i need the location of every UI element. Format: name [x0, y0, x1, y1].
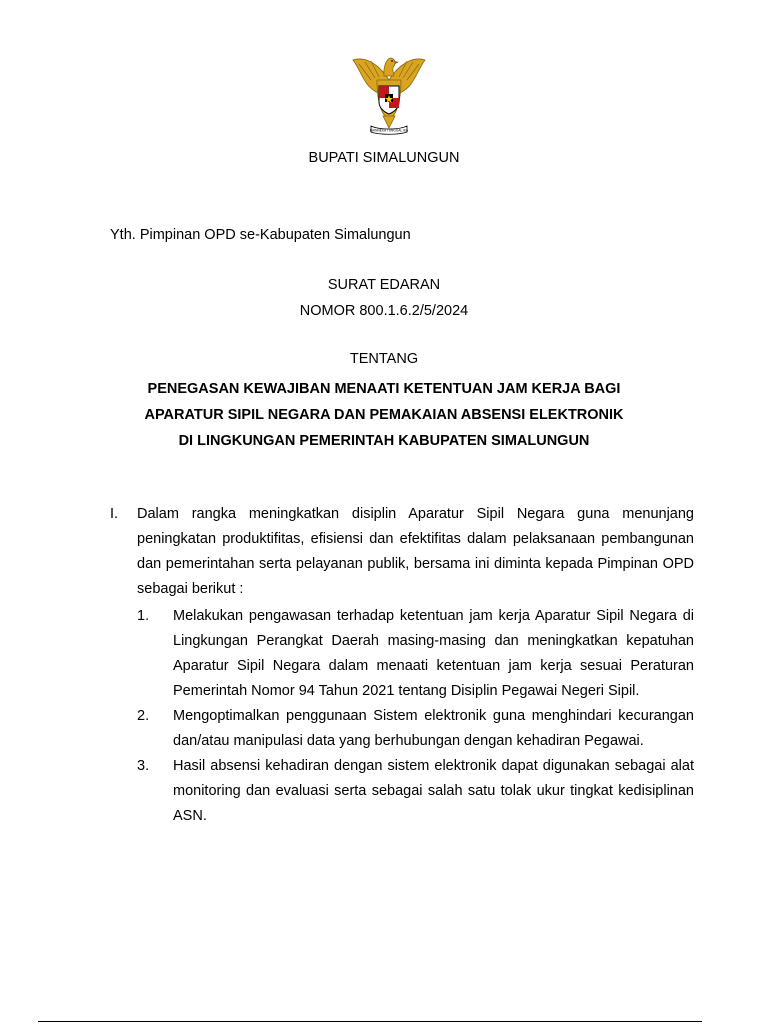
list-item — [137, 604, 694, 704]
list-item — [137, 754, 694, 829]
letter-about: TENTANG — [349, 351, 419, 367]
list-item-number: 2. — [137, 708, 150, 724]
list-item-text: Mengoptimalkan penggunaan Sistem elektronik guna menghindari kecurangan dan/atau manipulasi data yang berhubungan dengan kehadiran Pegawai. — [173, 708, 694, 749]
list-item-number: 3. — [137, 758, 150, 774]
recipient-line: Yth. Pimpinan OPD se-Kabupaten Simalungun — [110, 227, 411, 243]
letter-subject — [0, 376, 768, 454]
instruction-list — [137, 604, 694, 829]
emblem-motto: BHINNEKA TUNGGAL IKA — [369, 128, 409, 133]
letter-number: NOMOR 800.1.6.2/5/2024 — [299, 303, 469, 319]
issuer-title: BUPATI SIMALUNGUN — [308, 150, 460, 166]
subject-line: PENEGASAN KEWAJIBAN MENAATI KETENTUAN JAM KERJA BAGI — [147, 381, 621, 397]
list-item-text: Hasil absensi kehadiran dengan sistem elektronik dapat digunakan sebagai alat monitoring dan evaluasi serta sebagai salah satu tolak ukur tingkat kedisiplinan ASN. — [173, 758, 694, 824]
garuda-emblem-icon — [351, 50, 427, 136]
subject-line: DI LINGKUNGAN PEMERINTAH KABUPATEN SIMALUNGUN — [178, 433, 590, 449]
letter-body — [110, 502, 694, 829]
section-text: Dalam rangka meningkatkan disiplin Aparatur Sipil Negara guna menunjang peningkatan produktifitas, efisiensi dan efektifitas dalam pelaksanaan pembangunan dan pemerintahan serta pelayanan publik, bersama ini diminta kepada Pimpinan OPD sebagai berikut : — [137, 506, 694, 597]
letter-type: SURAT EDARAN — [327, 277, 441, 293]
section-number: I. — [110, 506, 119, 522]
list-item-number: 1. — [137, 608, 150, 624]
page-bottom-divider — [38, 1021, 702, 1022]
section-paragraph — [110, 502, 694, 602]
list-item — [137, 704, 694, 754]
subject-line: APARATUR SIPIL NEGARA DAN PEMAKAIAN ABSENSI ELEKTRONIK — [144, 407, 624, 423]
list-item-text: Melakukan pengawasan terhadap ketentuan jam kerja Aparatur Sipil Negara di Lingkungan Perangkat Daerah masing-masing dan meningkatkan kepatuhan Aparatur Sipil Negara dalam menaati ketentuan jam kerja sesuai Peraturan Pemerintah Nomor 94 Tahun 2021 tentang Disiplin Pegawai Negeri Sipil. — [173, 608, 694, 699]
